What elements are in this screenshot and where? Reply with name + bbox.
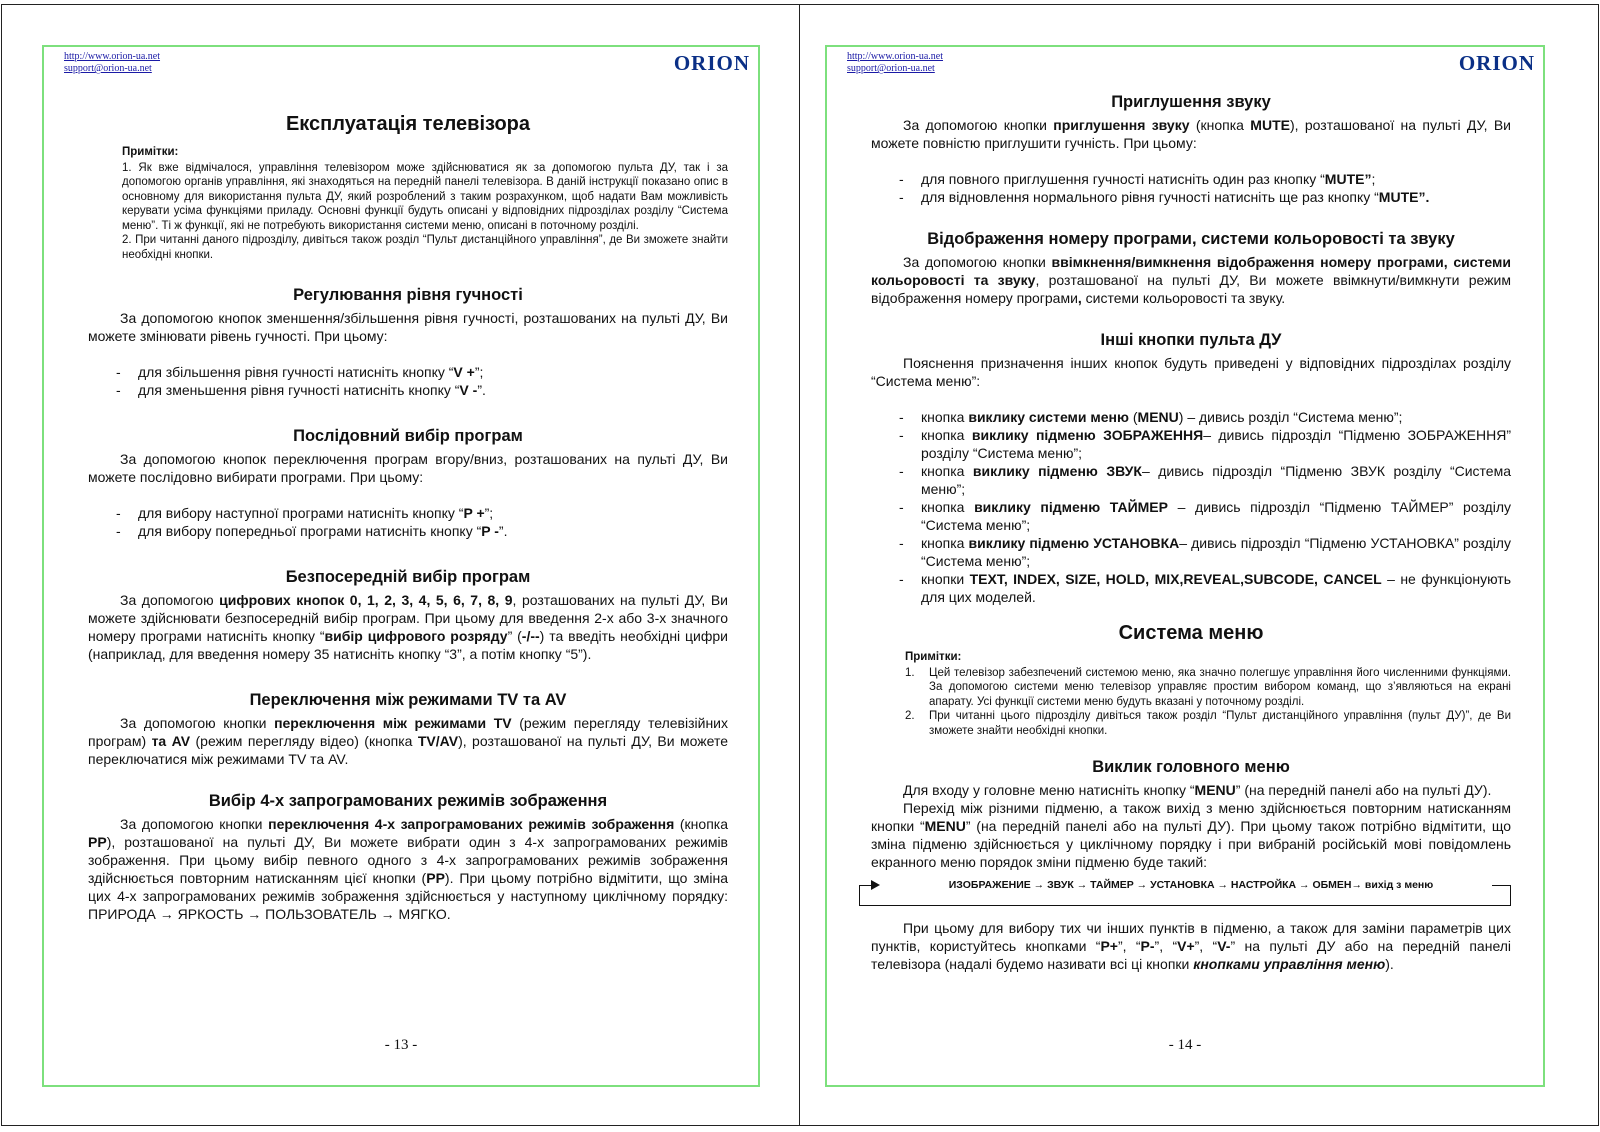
- section-heading-tvav: Переключення між режимами TV та AV: [249, 691, 567, 709]
- page-frame: [42, 45, 760, 1087]
- list-item: - для відновлення нормального рівня гучності натисніть ще раз кнопку “MUTE”.: [899, 188, 1511, 206]
- notes-heading: Примітки:: [905, 651, 962, 663]
- list-item: - для збільшення рівня гучності натисніть кнопку “V +”;: [116, 363, 728, 381]
- list-item: - кнопка виклику підменю УСТАНОВКА– дивись підрозділ “Підменю УСТАНОВКА” розділу “Система меню”;: [899, 534, 1511, 570]
- header-links: [64, 51, 160, 75]
- menu-cycle-text: ИЗОБРАЖЕНИЕ → ЗВУК → ТАЙМЕР → УСТАНОВКА → НАСТРОЙКА → ОБМЕН→ вихід з меню: [948, 879, 1434, 891]
- note-2: 2. При читанні даного підрозділу, дивіться також розділ “Пульт дистанційного управління”, де Ви зможете знайти необхідні кнопки.: [122, 234, 728, 261]
- orion-logo: ORION: [1458, 51, 1535, 75]
- cycle-return-line: [859, 905, 1511, 906]
- page-title: Експлуатація телевізора: [285, 113, 531, 135]
- direct-text: За допомогою цифрових кнопок 0, 1, 2, 3, 4, 5, 6, 7, 8, 9, розташованих на пульті ДУ, Ви можете здійснювати безпосередній вибір програм. При цьому для введення 2-х або 3-х значного номеру програми натисніть кнопку “вибір цифрового розряду” (-/--) та введіть необхідні цифри (наприклад, для введення номеру 35 натисніть кнопку “3”, а потім кнопку “5”).: [88, 592, 729, 662]
- other-buttons-list: [871, 408, 1511, 606]
- display-text: За допомогою кнопки ввімкнення/вимкнення відображення номеру програми, системи кольоровості та звуку, розташованої на пульті ДУ, Ви можете ввімкнути/вимкнути режим відображення номеру програми, системи кольоровості та звуку.: [871, 254, 1511, 306]
- sequential-list: [88, 504, 728, 540]
- list-item: - для вибору попередньої програми натисніть кнопку “P -”.: [116, 522, 728, 540]
- tvav-text: За допомогою кнопки переключення між режимами TV (режим перегляду телевізійних програм) та AV (режим перегляду відео) (кнопка TV/AV), розташованої на пульті ДУ, Ви можете переключатися між режимами TV та AV.: [88, 715, 728, 767]
- support-email-link[interactable]: support@orion-ua.net: [847, 63, 935, 74]
- section-heading-picture: Вибір 4-х запрограмованих режимів зображення: [208, 792, 608, 810]
- sequential-text: За допомогою кнопок переключення програм вгору/вниз, розташованих на пульті ДУ, Ви можете послідовно вибирати програми. При цьому:: [88, 451, 728, 485]
- volume-list: [88, 363, 728, 399]
- list-item: - для вибору наступної програми натисніть кнопку “P +”;: [116, 504, 728, 522]
- note-1: 1. Як вже відмічалося, управління телевізором може здійснюватися як за допомогою пульта ДУ, так і за допомогою органів управління, які знаходяться на передній панелі телевізора. В даній інструкції показано опис в основному для використання пульта ДУ, який розроблений з таким розрахунком, щоб надати Вам можливість керувати усіма функціями приладу. Основні функції будуть описані у відповідних підрозділах розділу “Система меню”. Ті ж функції, які не потребують використання системи меню, описані в поточному розділі.: [122, 161, 728, 232]
- volume-text: За допомогою кнопок зменшення/збільшення рівня гучності, розташованих на пульті ДУ, Ви можете змінювати рівень гучності. При цьому:: [88, 310, 728, 344]
- section-heading-menu-system: Система меню: [1118, 622, 1264, 644]
- list-item: - кнопка виклику підменю ЗОБРАЖЕННЯ– дивись підрозділ “Підменю ЗОБРАЖЕННЯ” розділу “Система меню”;: [899, 426, 1511, 462]
- orion-logo: ORION: [673, 51, 750, 75]
- section-heading-other: Інші кнопки пульта ДУ: [1100, 331, 1282, 349]
- list-item: 1. Цей телевізор забезпечений системою меню, яка значно полегшує управління його численними функціями. За допомогою системи меню телевізор управляє простим вибором команд, що з’являються на екрані апарату. Усі функції системи меню будуть вказані у поточному розділі.: [905, 666, 1511, 708]
- list-item: - кнопка виклику підменю ТАЙМЕР – дивись підрозділ “Підменю ТАЙМЕР” розділу “Система меню”;: [899, 498, 1511, 534]
- mute-text: За допомогою кнопки приглушення звуку (кнопка MUTE), розташованої на пульті ДУ, Ви можете повністю приглушити гучність. При цьому:: [871, 117, 1511, 151]
- list-item: - кнопка виклику системи меню (MENU) – дивись розділ “Система меню”;: [899, 408, 1511, 426]
- page-content: [871, 91, 1511, 973]
- page-13: [1, 4, 800, 1126]
- section-heading-main-menu: Виклик головного меню: [1092, 758, 1290, 776]
- support-email-link[interactable]: support@orion-ua.net: [64, 63, 152, 74]
- mute-list: [871, 170, 1511, 206]
- page-number: - 14 -: [1168, 1037, 1202, 1053]
- section-heading-display: Відображення номеру програми, системи кольоровості та звуку: [927, 230, 1455, 248]
- page-frame: [825, 45, 1545, 1087]
- notes-block: [88, 145, 728, 262]
- menu-notes-block: [871, 650, 1511, 738]
- main-menu-text-1: Для входу у головне меню натисніть кнопку “MENU” (на передній панелі або на пульті ДУ).: [903, 782, 1492, 798]
- cycle-bracket-right: [1492, 885, 1511, 906]
- notes-list: [905, 666, 1511, 739]
- list-item: 2. При читанні цього підрозділу дивіться також розділ “Пульт дистанційного управління (пульт ДУ)”, де Ви зможете знайти необхідні кнопки.: [905, 710, 1511, 737]
- notes-heading: Примітки:: [122, 146, 179, 158]
- website-link[interactable]: http://www.orion-ua.net: [847, 51, 944, 62]
- list-item: - кнопки TEXT, INDEX, SIZE, HOLD, MIX,REVEAL,SUBCODE, CANCEL – не функціонують для цих моделей.: [899, 570, 1511, 606]
- main-menu-text-3: При цьому для вибору тих чи інших пунктів в підменю, а також для заміни параметрів цих пунктів, користуйтесь кнопками “P+”, “P-”, “V+”, “V-” на пульті ДУ або на передній панелі телевізора (надалі будемо називати всі ці кнопки кнопками управління меню).: [871, 920, 1512, 972]
- list-item: - для зменьшення рівня гучності натисніть кнопку “V -”.: [116, 381, 728, 399]
- picture-text: За допомогою кнопки переключення 4-х запрограмованих режимів зображення (кнопка PP), розташованої на пульті ДУ, Ви можете вибрати один з 4-х запрограмованих режимів зображення. При цьому вибір певного одного з 4-х запрограмованих режимів зображення здійснюється повторним натисканням цієї кнопки (PP). При цьому потрібно відмітити, що зміна цих 4-х запрограмованих режимів зображення здійснюється у наступному циклічному порядку: ПРИРОДА → ЯРКОСТЬ → ПОЛЬЗОВАТЕЛЬ → МЯГКО.: [88, 816, 728, 922]
- section-heading-sequential: Послідовний вибір програм: [293, 427, 523, 445]
- page-number: - 13 -: [384, 1037, 418, 1053]
- section-heading-direct: Безпосередній вибір програм: [285, 568, 531, 586]
- page-14: [799, 4, 1599, 1126]
- list-item: - кнопка виклику підменю ЗВУК– дивись підрозділ “Підменю ЗВУК розділу “Система меню”;: [899, 462, 1511, 498]
- section-heading-mute: Приглушення звуку: [1111, 93, 1271, 111]
- section-heading-volume: Регулювання рівня гучності: [293, 286, 523, 304]
- main-menu-text-2: Перехід між різними підменю, а також вихід з меню здійснюється повторним натисканням кнопки “MENU” (на передній панелі або на пульті ДУ). При цьому також потрібно відмітити, що зміна підменю здійснюється у циклічному порядку і при вибраній російській мові повідомлень екранного меню порядок зміни підменю буде такий:: [871, 800, 1511, 870]
- website-link[interactable]: http://www.orion-ua.net: [64, 51, 161, 62]
- page-content: [88, 97, 728, 923]
- menu-cycle-diagram: [871, 877, 1511, 913]
- list-item: - для повного приглушення гучності натисніть один раз кнопку “MUTE”;: [899, 170, 1511, 188]
- other-text: Пояснення призначення інших кнопок будуть приведені у відповідних підрозділах розділу “Система меню”:: [871, 355, 1511, 389]
- header-links: [847, 51, 943, 75]
